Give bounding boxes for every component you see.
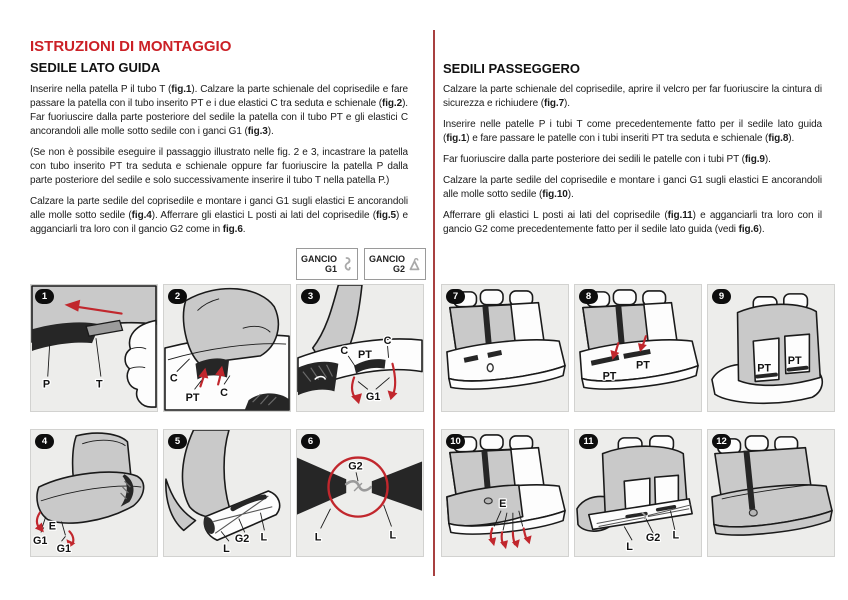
- instruction-paragraph: Calzare la parte sedile del coprisedile e montare i ganci G1 sugli elastici E ancorandoli alle molle sotto sedile (fig.10).: [443, 175, 822, 201]
- page-title: ISTRUZIONI DI MONTAGGIO: [30, 38, 232, 55]
- figure-6-illustration: [297, 430, 423, 556]
- figure-panel-1: [30, 284, 158, 412]
- figure-panel-9: [707, 284, 835, 412]
- part-label: T: [95, 378, 103, 391]
- part-label: C: [383, 335, 392, 348]
- part-label: L: [626, 541, 633, 554]
- figure-5-illustration: [164, 430, 290, 556]
- instruction-paragraph: Far fuoriuscire dalla parte posteriore dei sedili le patelle con i tubi PT (fig.9).: [443, 154, 771, 166]
- hook-legend-text: [369, 254, 405, 275]
- figure-9-illustration: [708, 285, 834, 411]
- part-label: L: [389, 529, 397, 542]
- instruction-paragraph: Inserire nella patella P il tubo T (fig.1). Calzare la parte schienale del coprisedile e fare passare la patella con il tubo inserito PT e i due elastici C tra seduta e schienale (fig.2). Far fuoriuscire dalla parte posteriore del sedile la patella con il tubo PT e gli elastici C ancorandoli alle molle sotto sedile con i ganci G1 (fig.3).: [30, 83, 408, 137]
- figure-8-illustration: [575, 285, 701, 411]
- part-label: PT: [636, 359, 650, 372]
- part-label: PT: [787, 354, 802, 367]
- part-label: PT: [185, 392, 200, 405]
- figure-4-illustration: [31, 430, 157, 556]
- right-section-heading: SEDILI PASSEGGERO: [443, 61, 581, 76]
- instruction-paragraph: (Se non è possibile eseguire il passaggio illustrato nelle fig. 2 e 3, incastrare la patella con tubo inserito PT tra seduta e schienale oppure far fuoriuscire la patella P dalla parte posteriore del sedile e solo successivamente inserire il tubo T nella patella P.): [30, 146, 408, 186]
- figure-panel-12: [707, 429, 835, 557]
- figure-panel-11: [574, 429, 702, 557]
- instruction-paragraph: Inserire nelle patelle P i tubi T come precedentemente fatto per il sedile lato guida (fig.1) e fare passare le patelle con i tubi inseriti PT tra seduta e schienale (fig.8).: [443, 119, 822, 145]
- triangle-hook-icon: [408, 255, 421, 274]
- part-label: PT: [602, 370, 617, 383]
- hook-label: GANCIO: [369, 253, 405, 264]
- figure-12-illustration: [708, 430, 834, 556]
- part-label: P: [42, 378, 51, 391]
- figure-11-illustration: [575, 430, 701, 556]
- right-column: [443, 62, 822, 244]
- figure-number: 6: [301, 434, 320, 449]
- part-label: L: [260, 531, 268, 544]
- figure-number: 5: [168, 434, 187, 449]
- left-column: [30, 38, 408, 244]
- part-label: E: [48, 520, 56, 533]
- figure-panel-7: [441, 284, 569, 412]
- part-label: G1: [365, 391, 381, 404]
- figure-number: 8: [579, 289, 598, 304]
- figure-10-illustration: [442, 430, 568, 556]
- instruction-paragraph: Afferrare gli elastici L posti ai lati del coprisedile (fig.11) e agganciarli tra loro con il gancio G2 come precedentemente fatto per il sedile lato guida (vedi fig.6).: [443, 210, 822, 236]
- hook-legend: [296, 248, 426, 280]
- hook-label: GANCIO: [301, 253, 337, 264]
- part-label: G1: [32, 535, 48, 548]
- part-label: C: [340, 344, 349, 357]
- part-label: L: [314, 531, 322, 544]
- figure-panel-8: [574, 284, 702, 412]
- left-section-heading: SEDILE LATO GUIDA: [30, 60, 161, 76]
- figure-number: 4: [35, 434, 54, 449]
- figure-number: 1: [35, 289, 54, 304]
- figure-number: 7: [446, 289, 465, 304]
- figure-number: 12: [712, 434, 731, 449]
- figure-number: 10: [446, 434, 465, 449]
- s-hook-icon: [340, 255, 353, 274]
- hook-legend-g2: [364, 248, 426, 280]
- hook-legend-text: [301, 254, 337, 275]
- figure-number: 9: [712, 289, 731, 304]
- figure-grid-right: [441, 284, 835, 557]
- part-label: L: [223, 543, 230, 556]
- figure-panel-10: [441, 429, 569, 557]
- hook-legend-g1: [296, 248, 358, 280]
- figure-number: 11: [579, 434, 598, 449]
- figure-number: 2: [168, 289, 187, 304]
- part-label: G2: [348, 460, 363, 473]
- part-label: C: [169, 372, 178, 385]
- figure-3-illustration: [297, 285, 423, 411]
- figure-panel-2: [163, 284, 291, 412]
- part-label: C: [220, 387, 228, 400]
- part-label: PT: [358, 348, 372, 361]
- figure-panel-3: [296, 284, 424, 412]
- instruction-paragraph: Calzare la parte schienale del coprisedile, aprire il velcro per far fuoriuscire la cintura di sicurezza e richiudere (fig.7).: [443, 84, 822, 110]
- part-label: L: [672, 529, 680, 542]
- figure-7-illustration: [442, 285, 568, 411]
- part-label: G2: [234, 533, 250, 546]
- part-label: G2: [645, 532, 661, 545]
- figure-1-illustration: [31, 285, 157, 411]
- hook-code: G2: [392, 264, 405, 274]
- part-label: PT: [757, 362, 772, 375]
- part-label: G1: [56, 543, 72, 556]
- column-divider: [433, 30, 435, 576]
- part-label: E: [499, 497, 507, 510]
- figure-grid-left: [30, 284, 424, 557]
- hook-code: G1: [324, 264, 337, 274]
- instruction-paragraph: Calzare la parte sedile del coprisedile e montare i ganci G1 sugli elastici E ancorandoli alle molle sotto sedile (fig.4). Afferrare gli elastici L posti ai lati del coprisedile (fig.5) e agganciarli tra loro con il gancio G2 come in fig.6.: [30, 195, 408, 235]
- figure-panel-4: [30, 429, 158, 557]
- figure-2-illustration: [164, 285, 290, 411]
- figure-number: 3: [301, 289, 320, 304]
- figure-panel-5: [163, 429, 291, 557]
- figure-panel-6: [296, 429, 424, 557]
